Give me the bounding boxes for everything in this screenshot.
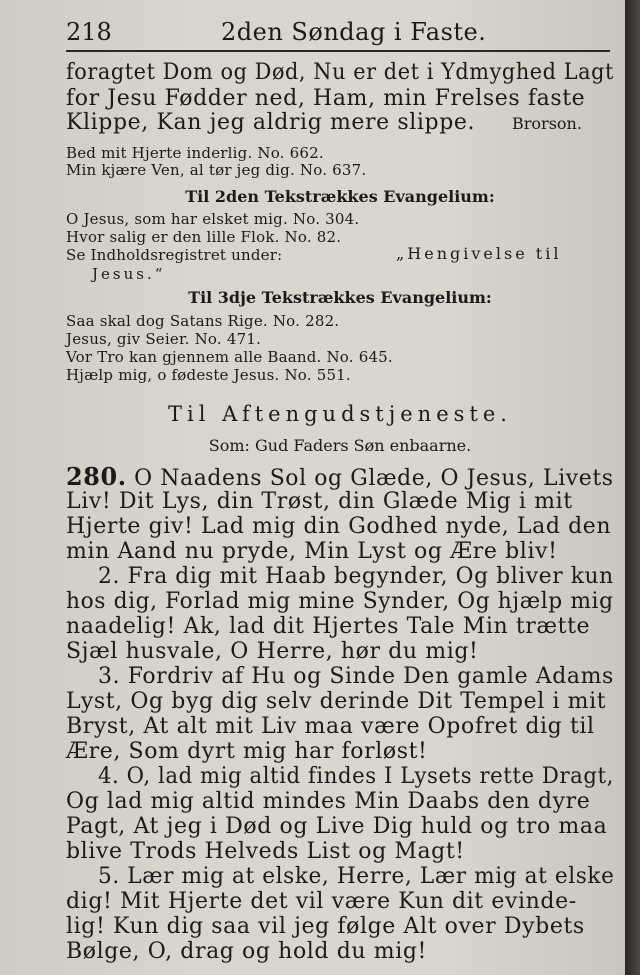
hymn-reference: Vor Tro kan gjennem alle Baand. No. 645. — [66, 348, 393, 366]
hymn-line: lig! Kun dig saa vil jeg følge Alt over Dybets — [66, 914, 585, 939]
hymn-reference: O Jesus, som har elsket mig. No. 304. — [66, 210, 360, 228]
hymn-verse-start: 4. O, lad mig altid findes I Lysets rette Dragt, — [98, 764, 614, 789]
hymn-reference: Bed mit Hjerte inderlig. No. 662. — [66, 144, 324, 162]
hymn-verse-start: 3. Fordriv af Hu og Sinde Den gamle Adams — [98, 664, 614, 689]
hymn-line: naadelig! Ak, lad dit Hjertes Tale Min trætte — [66, 614, 591, 639]
index-reference-topic-cont: Jesus.“ — [92, 265, 166, 283]
page-number: 218 — [66, 18, 112, 46]
index-reference: Se Indholdsregistret under: — [66, 246, 283, 264]
hymn-line: blive Trods Helveds List og Magt! — [66, 839, 465, 864]
hymn-reference: Hvor salig er den lille Flok. No. 82. — [66, 228, 342, 246]
melody-line: Som: Gud Faders Søn enbaarne. — [208, 436, 472, 455]
hymn-line: Lyst, Og byg dig selv derinde Dit Tempel i mit — [66, 689, 607, 714]
book-edge — [625, 0, 640, 975]
header-rule — [66, 50, 610, 52]
running-title: 2den Søndag i Faste. — [221, 18, 487, 46]
hymn-line: Liv! Dit Lys, din Trøst, din Glæde Mig i mit — [66, 489, 573, 514]
hymn-number: 280. — [66, 462, 127, 491]
hymn-author: Brorson. — [512, 114, 582, 133]
hymn-line: Bølge, O, drag og hold du mig! — [66, 939, 427, 964]
hymn-verse-start: 5. Lær mig at elske, Herre, Lær mig at elske — [98, 864, 615, 889]
hymn-first-line — [66, 462, 612, 491]
index-reference-topic: „Hengivelse til — [396, 244, 562, 263]
hymn-line: Og lad mig altid mindes Min Daabs den dyre — [66, 789, 591, 814]
hymn-reference: Saa skal dog Satans Rige. No. 282. — [66, 312, 340, 330]
hymn-reference: Hjælp mig, o fødeste Jesus. No. 551. — [66, 366, 351, 384]
hymn-reference: Min kjære Ven, al tør jeg dig. No. 637. — [66, 161, 367, 179]
hymn-line: foragtet Dom og Død, Nu er det i Ydmyghed Lagt — [66, 60, 614, 85]
hymn-line: Sjæl husvale, O Herre, hør du mig! — [66, 639, 479, 664]
hymn-line: Ære, Som dyrt mig har forløst! — [66, 739, 428, 764]
hymn-verse-start: 2. Fra dig mit Haab begynder, Og bliver kun — [98, 564, 614, 589]
section-title-3: Til 3dje Tekstrækkes Evangelium: — [188, 288, 492, 307]
hymn-line: Bryst, At alt mit Liv maa være Opofret dig til — [66, 714, 595, 739]
hymn-line: dig! Mit Hjerte det vil være Kun dit evinde- — [66, 889, 577, 914]
hymn-line-text: O Naadens Sol og Glæde, O Jesus, Livets — [134, 466, 614, 491]
hymn-line: Pagt, At jeg i Død og Live Dig huld og tro maa — [66, 814, 608, 839]
hymn-line: Hjerte giv! Lad mig din Godhed nyde, Lad den — [66, 514, 612, 539]
page-header — [66, 18, 610, 48]
hymn-reference: Jesus, giv Seier. No. 471. — [66, 330, 262, 348]
hymn-line: hos dig, Forlad mig mine Synder, Og hjælp mig — [66, 589, 614, 614]
hymn-line: Klippe, Kan jeg aldrig mere slippe. — [66, 110, 476, 135]
evening-service-heading: Til Aftengudstjeneste. — [168, 402, 512, 426]
section-title-2: Til 2den Tekstrækkes Evangelium: — [185, 187, 495, 206]
hymn-line: for Jesu Fødder ned, Ham, min Frelses faste — [66, 86, 586, 111]
hymn-line: min Aand nu pryde, Min Lyst og Ære bliv! — [66, 539, 558, 564]
